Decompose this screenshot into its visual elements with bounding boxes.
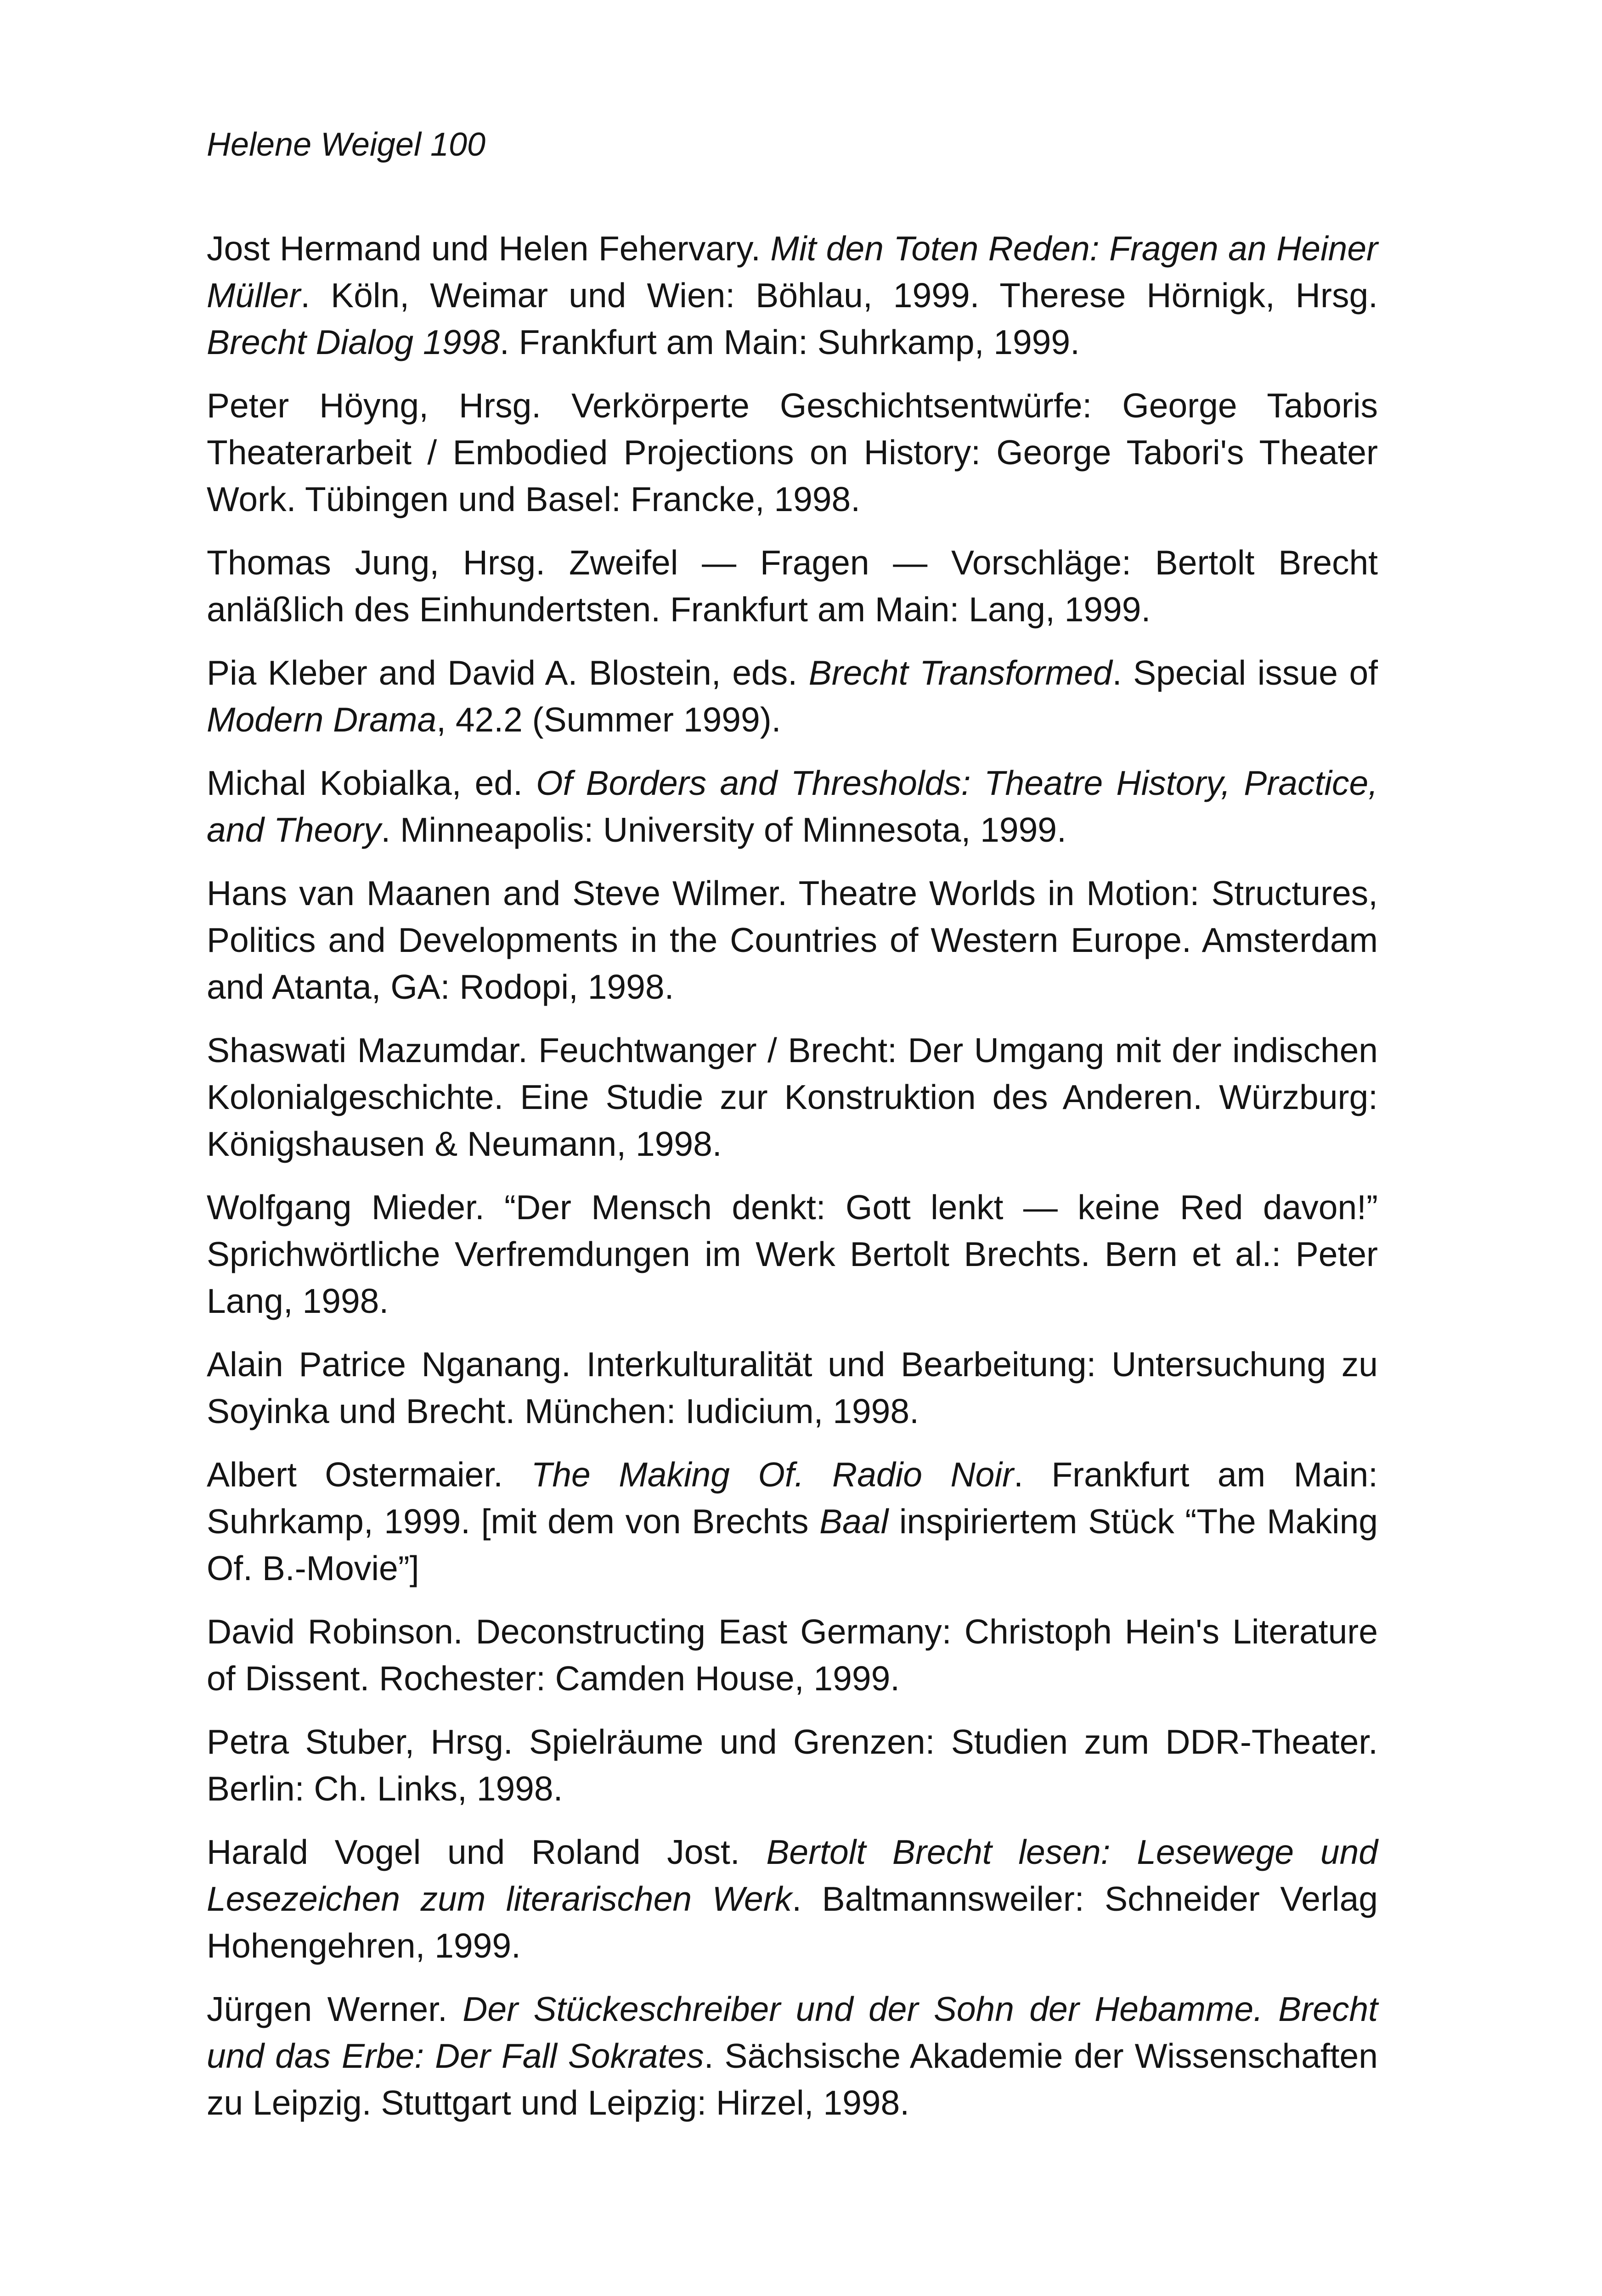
- bibliography-entry: [207, 539, 1378, 633]
- bibliography-entry: [207, 1718, 1378, 1812]
- bibliography-entry: [207, 1829, 1378, 1969]
- entry-text: . Frankfurt am Main: Suhrkamp, 1999.: [499, 323, 1080, 361]
- entry-text: David Robinson. Deconstructing East Germany: Christoph Hein's Literature of Dissent. Rochester: Camden House, 1999.: [207, 1612, 1378, 1698]
- bibliography-entry: [207, 870, 1378, 1010]
- bibliography-entry: [207, 1451, 1378, 1592]
- entry-title-italic: Baal: [819, 1502, 889, 1541]
- entry-text: Hans van Maanen and Steve Wilmer. Theatre Worlds in Motion: Structures, Politics and Developments in the Countries of Western Europe. Amsterdam and Atanta, GA: Rodopi, 1998.: [207, 874, 1378, 1006]
- entry-text: Harald Vogel und Roland Jost.: [207, 1833, 767, 1871]
- entry-text: Jürgen Werner.: [207, 1990, 463, 2028]
- entry-text: . Baltmannsweiler: Schneider Verlag Hohengehren, 1999.: [207, 1880, 1378, 1965]
- entry-text: Shaswati Mazumdar. Feuchtwanger / Brecht: Der Umgang mit der indischen Kolonialgeschichte. Eine Studie zur Konstruktion des Anderen. Würzburg: Königshausen & Neumann, 1998.: [207, 1031, 1378, 1163]
- entry-text: Petra Stuber, Hrsg. Spielräume und Grenzen: Studien zum DDR-Theater. Berlin: Ch. Links, 1998.: [207, 1722, 1378, 1808]
- entry-text: Pia Kleber and David A. Blostein, eds.: [207, 653, 809, 692]
- entry-title-italic: Brecht Dialog 1998: [207, 323, 500, 361]
- bibliography-entry: [207, 382, 1378, 523]
- entry-title-italic: Der Stückeschreiber und der Sohn der Hebamme. Brecht und das Erbe: Der Fall Sokrates: [207, 1990, 1378, 2075]
- entry-text: Albert Ostermaier.: [207, 1455, 531, 1494]
- bibliography-entry: [207, 1027, 1378, 1167]
- entry-title-italic: Modern Drama: [207, 700, 437, 739]
- entry-title-italic: Of Borders and Thresholds: Theatre History, Practice, and Theory: [207, 764, 1378, 849]
- entry-text: inspiriertem Stück “The Making Of. B.-Movie”]: [207, 1502, 1378, 1587]
- running-head: Helene Weigel 100: [207, 126, 486, 163]
- bibliography-entry: [207, 1184, 1378, 1324]
- entry-title-italic: Bertolt Brecht lesen: Lesewege und Lesezeichen zum literarischen Werk: [207, 1833, 1378, 1918]
- entry-text: Wolfgang Mieder. “Der Mensch denkt: Gott lenkt — keine Red davon!” Sprichwörtliche Verfremdungen im Werk Bertolt Brechts. Bern et al.: Peter Lang, 1998.: [207, 1188, 1378, 1320]
- entry-text: Michal Kobialka, ed.: [207, 764, 536, 802]
- bibliography-entry: [207, 1341, 1378, 1435]
- entry-text: Thomas Jung, Hrsg. Zweifel — Fragen — Vorschläge: Bertolt Brecht anläßlich des Einhundertsten. Frankfurt am Main: Lang, 1999.: [207, 543, 1378, 629]
- entry-text: . Minneapolis: University of Minnesota, 1999.: [381, 810, 1066, 849]
- bibliography-entry: [207, 1608, 1378, 1702]
- entry-text: . Frankfurt am Main: Suhrkamp, 1999. [mit dem von Brechts: [207, 1455, 1378, 1541]
- bibliography-list: [207, 225, 1378, 2143]
- entry-text: . Köln, Weimar und Wien: Böhlau, 1999. Therese Hörnigk, Hrsg.: [300, 276, 1378, 315]
- entry-text: . Sächsische Akademie der Wissenschaften zu Leipzig. Stuttgart und Leipzig: Hirzel, 1998.: [207, 2037, 1378, 2122]
- entry-title-italic: Brecht Transformed: [808, 653, 1112, 692]
- entry-text: Alain Patrice Nganang. Interkulturalität und Bearbeitung: Untersuchung zu Soyinka und Brecht. München: Iudicium, 1998.: [207, 1345, 1378, 1430]
- entry-title-italic: Mit den Toten Reden: Fragen an Heiner Müller: [207, 229, 1378, 315]
- entry-text: Peter Höyng, Hrsg. Verkörperte Geschichtsentwürfe: George Taboris Theaterarbeit / Embodied Projections on History: George Tabori's Theater Work. Tübingen und Basel: Francke, 1998.: [207, 386, 1378, 518]
- bibliography-entry: [207, 225, 1378, 366]
- entry-text: Jost Hermand und Helen Fehervary.: [207, 229, 771, 268]
- bibliography-entry: [207, 649, 1378, 743]
- bibliography-entry: [207, 1986, 1378, 2126]
- entry-title-italic: The Making Of. Radio Noir: [531, 1455, 1014, 1494]
- bibliography-entry: [207, 760, 1378, 853]
- entry-text: , 42.2 (Summer 1999).: [436, 700, 781, 739]
- entry-text: . Special issue of: [1112, 653, 1378, 692]
